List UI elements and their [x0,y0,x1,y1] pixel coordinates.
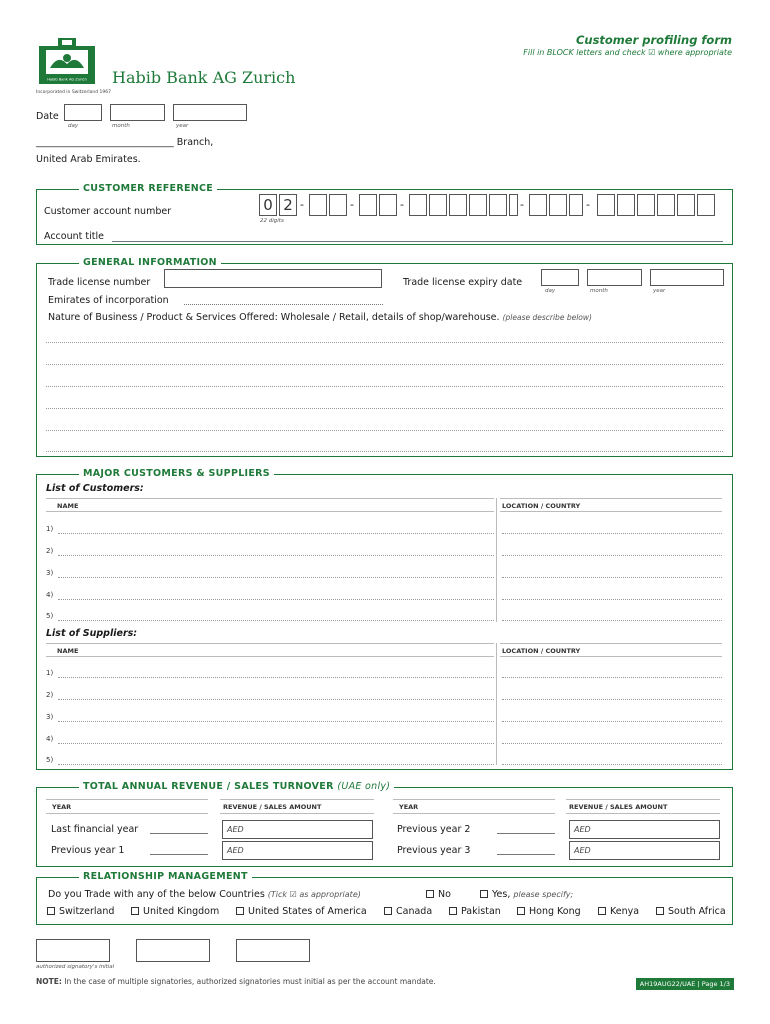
branch-line[interactable]: _____________________________ Branch, [36,137,214,148]
account-digit-box[interactable] [429,194,447,216]
general-information-title: GENERAL INFORMATION [79,257,221,268]
divider [393,813,555,814]
account-digit-box[interactable] [597,194,615,216]
supplier-location-field[interactable] [502,677,722,678]
account-digit-box[interactable] [637,194,655,216]
account-digit-box[interactable] [509,194,518,216]
divider [46,498,494,499]
checkbox[interactable] [47,907,55,915]
emirates-field[interactable] [184,304,383,305]
divider [46,511,494,512]
divider [220,813,374,814]
expiry-month-input[interactable] [587,269,642,286]
column-divider [496,498,497,622]
date-day-hint: day [68,123,79,129]
expiry-year-hint: year [653,288,666,294]
account-separator: - [350,198,354,211]
supplier-name-field[interactable] [58,743,494,744]
expiry-day-input[interactable] [541,269,579,286]
logo-tagline: Incorporated in Switzerland 1967 [36,90,111,95]
branch-country: United Arab Emirates. [36,154,141,165]
country-option-uk[interactable]: United Kingdom [131,906,219,917]
customers-heading: List of Customers: [46,483,144,494]
date-year-hint: year [176,123,189,129]
account-digit-box[interactable] [677,194,695,216]
checkbox[interactable] [449,907,457,915]
digits-hint: 22 digits [260,218,284,224]
customer-row-number: 4) [46,591,54,599]
no-option[interactable]: No [426,889,451,900]
account-digit-box[interactable] [449,194,467,216]
customer-row-number: 2) [46,547,54,555]
country-option-kenya[interactable]: Kenya [598,906,639,917]
country-option-hong-kong[interactable]: Hong Kong [517,906,581,917]
customer-reference-title: CUSTOMER REFERENCE [79,183,217,194]
country-option-south-africa[interactable]: South Africa [656,906,726,917]
revenue-year-field[interactable] [497,854,555,855]
account-digit-box[interactable] [569,194,583,216]
divider [46,643,494,644]
date-year-input[interactable] [173,104,247,121]
checkbox[interactable] [480,890,488,898]
account-digit-box[interactable] [529,194,547,216]
revenue-amount-header: REVENUE / SALES AMOUNT [569,803,668,811]
customer-location-field[interactable] [502,533,722,534]
logo-text: Habib Bank AG Zurich [47,77,87,82]
trade-question: Do you Trade with any of the below Countries (Tick ☑ as appropriate) [48,889,361,900]
divider [500,643,722,644]
revenue-year-field[interactable] [150,854,208,855]
signatory-initial-box[interactable] [136,939,210,962]
column-divider [496,643,497,765]
supplier-location-field[interactable] [502,699,722,700]
account-digit-box[interactable] [469,194,487,216]
checkbox[interactable] [384,907,392,915]
yes-option[interactable]: Yes, please specify; [480,889,573,900]
suppliers-name-header: NAME [57,647,79,655]
divider [220,799,374,800]
nature-line[interactable] [46,451,723,452]
supplier-name-field[interactable] [58,721,494,722]
supplier-location-field[interactable] [502,764,722,765]
nature-line[interactable] [46,408,723,409]
customer-name-field[interactable] [58,599,494,600]
trade-license-input[interactable] [164,269,382,288]
supplier-location-field[interactable] [502,743,722,744]
account-digit-box[interactable] [697,194,715,216]
account-digit-box[interactable] [549,194,567,216]
account-digit-box[interactable] [329,194,347,216]
nature-line[interactable] [46,364,723,365]
customer-name-field[interactable] [58,533,494,534]
relationship-title: RELATIONSHIP MANAGEMENT [79,871,252,882]
revenue-amount-input[interactable]: AED [569,820,720,839]
country-option-switzerland[interactable]: Switzerland [47,906,114,917]
form-title: Customer profiling form [575,33,732,47]
account-digit-box[interactable] [409,194,427,216]
account-separator: - [520,198,524,211]
relationship-section [36,871,733,925]
customer-name-field[interactable] [58,577,494,578]
revenue-amount-header: REVENUE / SALES AMOUNT [223,803,322,811]
account-digit-box[interactable]: 0 [259,194,277,216]
divider [46,656,494,657]
customers-suppliers-title: MAJOR CUSTOMERS & SUPPLIERS [79,468,274,479]
divider [500,511,722,512]
divider [46,813,208,814]
customer-name-field[interactable] [58,620,494,621]
customer-row-number: 1) [46,525,54,533]
customer-location-field[interactable] [502,577,722,578]
customer-name-field[interactable] [58,555,494,556]
revenue-amount-input[interactable]: AED [222,820,373,839]
checkbox[interactable] [426,890,434,898]
customer-location-field[interactable] [502,555,722,556]
revenue-amount-input[interactable]: AED [222,841,373,860]
revenue-year-label: Previous year 3 [397,845,471,856]
check-icon: ☑ [648,48,656,57]
trade-license-label: Trade license number [48,277,151,288]
nature-line[interactable] [46,342,723,343]
account-digit-box[interactable]: 2 [279,194,297,216]
customers-suppliers-section [36,468,733,770]
supplier-row-number: 3) [46,713,54,721]
account-number-label: Customer account number [44,206,172,217]
divider [500,656,722,657]
supplier-row-number: 2) [46,691,54,699]
account-digit-box[interactable] [359,194,377,216]
checkbox[interactable] [131,907,139,915]
account-separator: - [400,198,404,211]
expiry-year-input[interactable] [650,269,724,286]
account-digit-box[interactable] [489,194,507,216]
footer-note: NOTE: In the case of multiple signatories, authorized signatories must initial as per the account mandate. [36,977,436,986]
supplier-location-field[interactable] [502,721,722,722]
customer-location-field[interactable] [502,599,722,600]
account-digit-box[interactable] [657,194,675,216]
checkbox[interactable] [236,907,244,915]
expiry-day-hint: day [545,288,556,294]
suppliers-heading: List of Suppliers: [46,628,138,639]
expiry-month-hint: month [590,288,608,294]
form-code: AH19AUG22/UAE | Page 1/3 [636,978,734,990]
country-option-pakistan[interactable]: Pakistan [449,906,501,917]
signatory-initial-box[interactable] [36,939,110,962]
divider [566,799,720,800]
signatory-initial-box[interactable] [236,939,310,962]
country-option-canada[interactable]: Canada [384,906,432,917]
revenue-year-header: YEAR [399,803,419,811]
checkbox[interactable] [517,907,525,915]
form-instructions: Fill in BLOCK letters and check ☑ where appropriate [523,48,732,57]
divider [46,799,208,800]
checkbox[interactable] [598,907,606,915]
check-icon: ☑ [289,890,297,899]
country-option-usa[interactable]: United States of America [236,906,367,917]
supplier-row-number: 1) [46,669,54,677]
customer-row-number: 5) [46,612,54,620]
revenue-year-field[interactable] [150,833,208,834]
supplier-row-number: 4) [46,735,54,743]
suppliers-location-header: LOCATION / COUNTRY [502,647,581,655]
account-separator: - [586,198,590,211]
customers-name-header: NAME [57,502,79,510]
bank-name: Habib Bank AG Zurich [112,68,296,87]
divider [500,498,722,499]
account-digit-box[interactable] [379,194,397,216]
date-month-input[interactable] [110,104,165,121]
supplier-row-number: 5) [46,756,54,764]
supplier-name-field[interactable] [58,699,494,700]
customer-row-number: 3) [46,569,54,577]
revenue-year-label: Previous year 2 [397,824,471,835]
general-information-section [36,257,733,457]
account-separator: - [300,198,304,211]
emirates-label: Emirates of incorporation [48,295,169,306]
account-digit-box[interactable] [309,194,327,216]
account-title-field[interactable] [112,241,723,242]
revenue-amount-input[interactable]: AED [569,841,720,860]
expiry-label: Trade license expiry date [403,277,523,288]
nature-line[interactable] [46,430,723,431]
date-month-hint: month [112,123,130,129]
date-day-input[interactable] [64,104,102,121]
account-digit-box[interactable] [617,194,635,216]
revenue-year-header: YEAR [52,803,72,811]
divider [393,799,555,800]
bank-logo [36,36,106,96]
signatory-label: authorized signatory's initial [36,964,115,970]
date-label: Date [36,111,59,122]
revenue-year-label: Previous year 1 [51,845,125,856]
supplier-name-field[interactable] [58,764,494,765]
supplier-name-field[interactable] [58,677,494,678]
nature-of-business-label: Nature of Business / Product & Services Offered: Wholesale / Retail, details of shop/warehouse. (please describe below) [48,312,592,323]
revenue-title: TOTAL ANNUAL REVENUE / SALES TURNOVER (UAE only) [79,781,394,792]
divider [566,813,720,814]
customer-location-field[interactable] [502,620,722,621]
account-title-label: Account title [44,231,104,242]
revenue-year-label: Last financial year [51,824,139,835]
revenue-year-field[interactable] [497,833,555,834]
nature-line[interactable] [46,386,723,387]
checkbox[interactable] [656,907,664,915]
customers-location-header: LOCATION / COUNTRY [502,502,581,510]
